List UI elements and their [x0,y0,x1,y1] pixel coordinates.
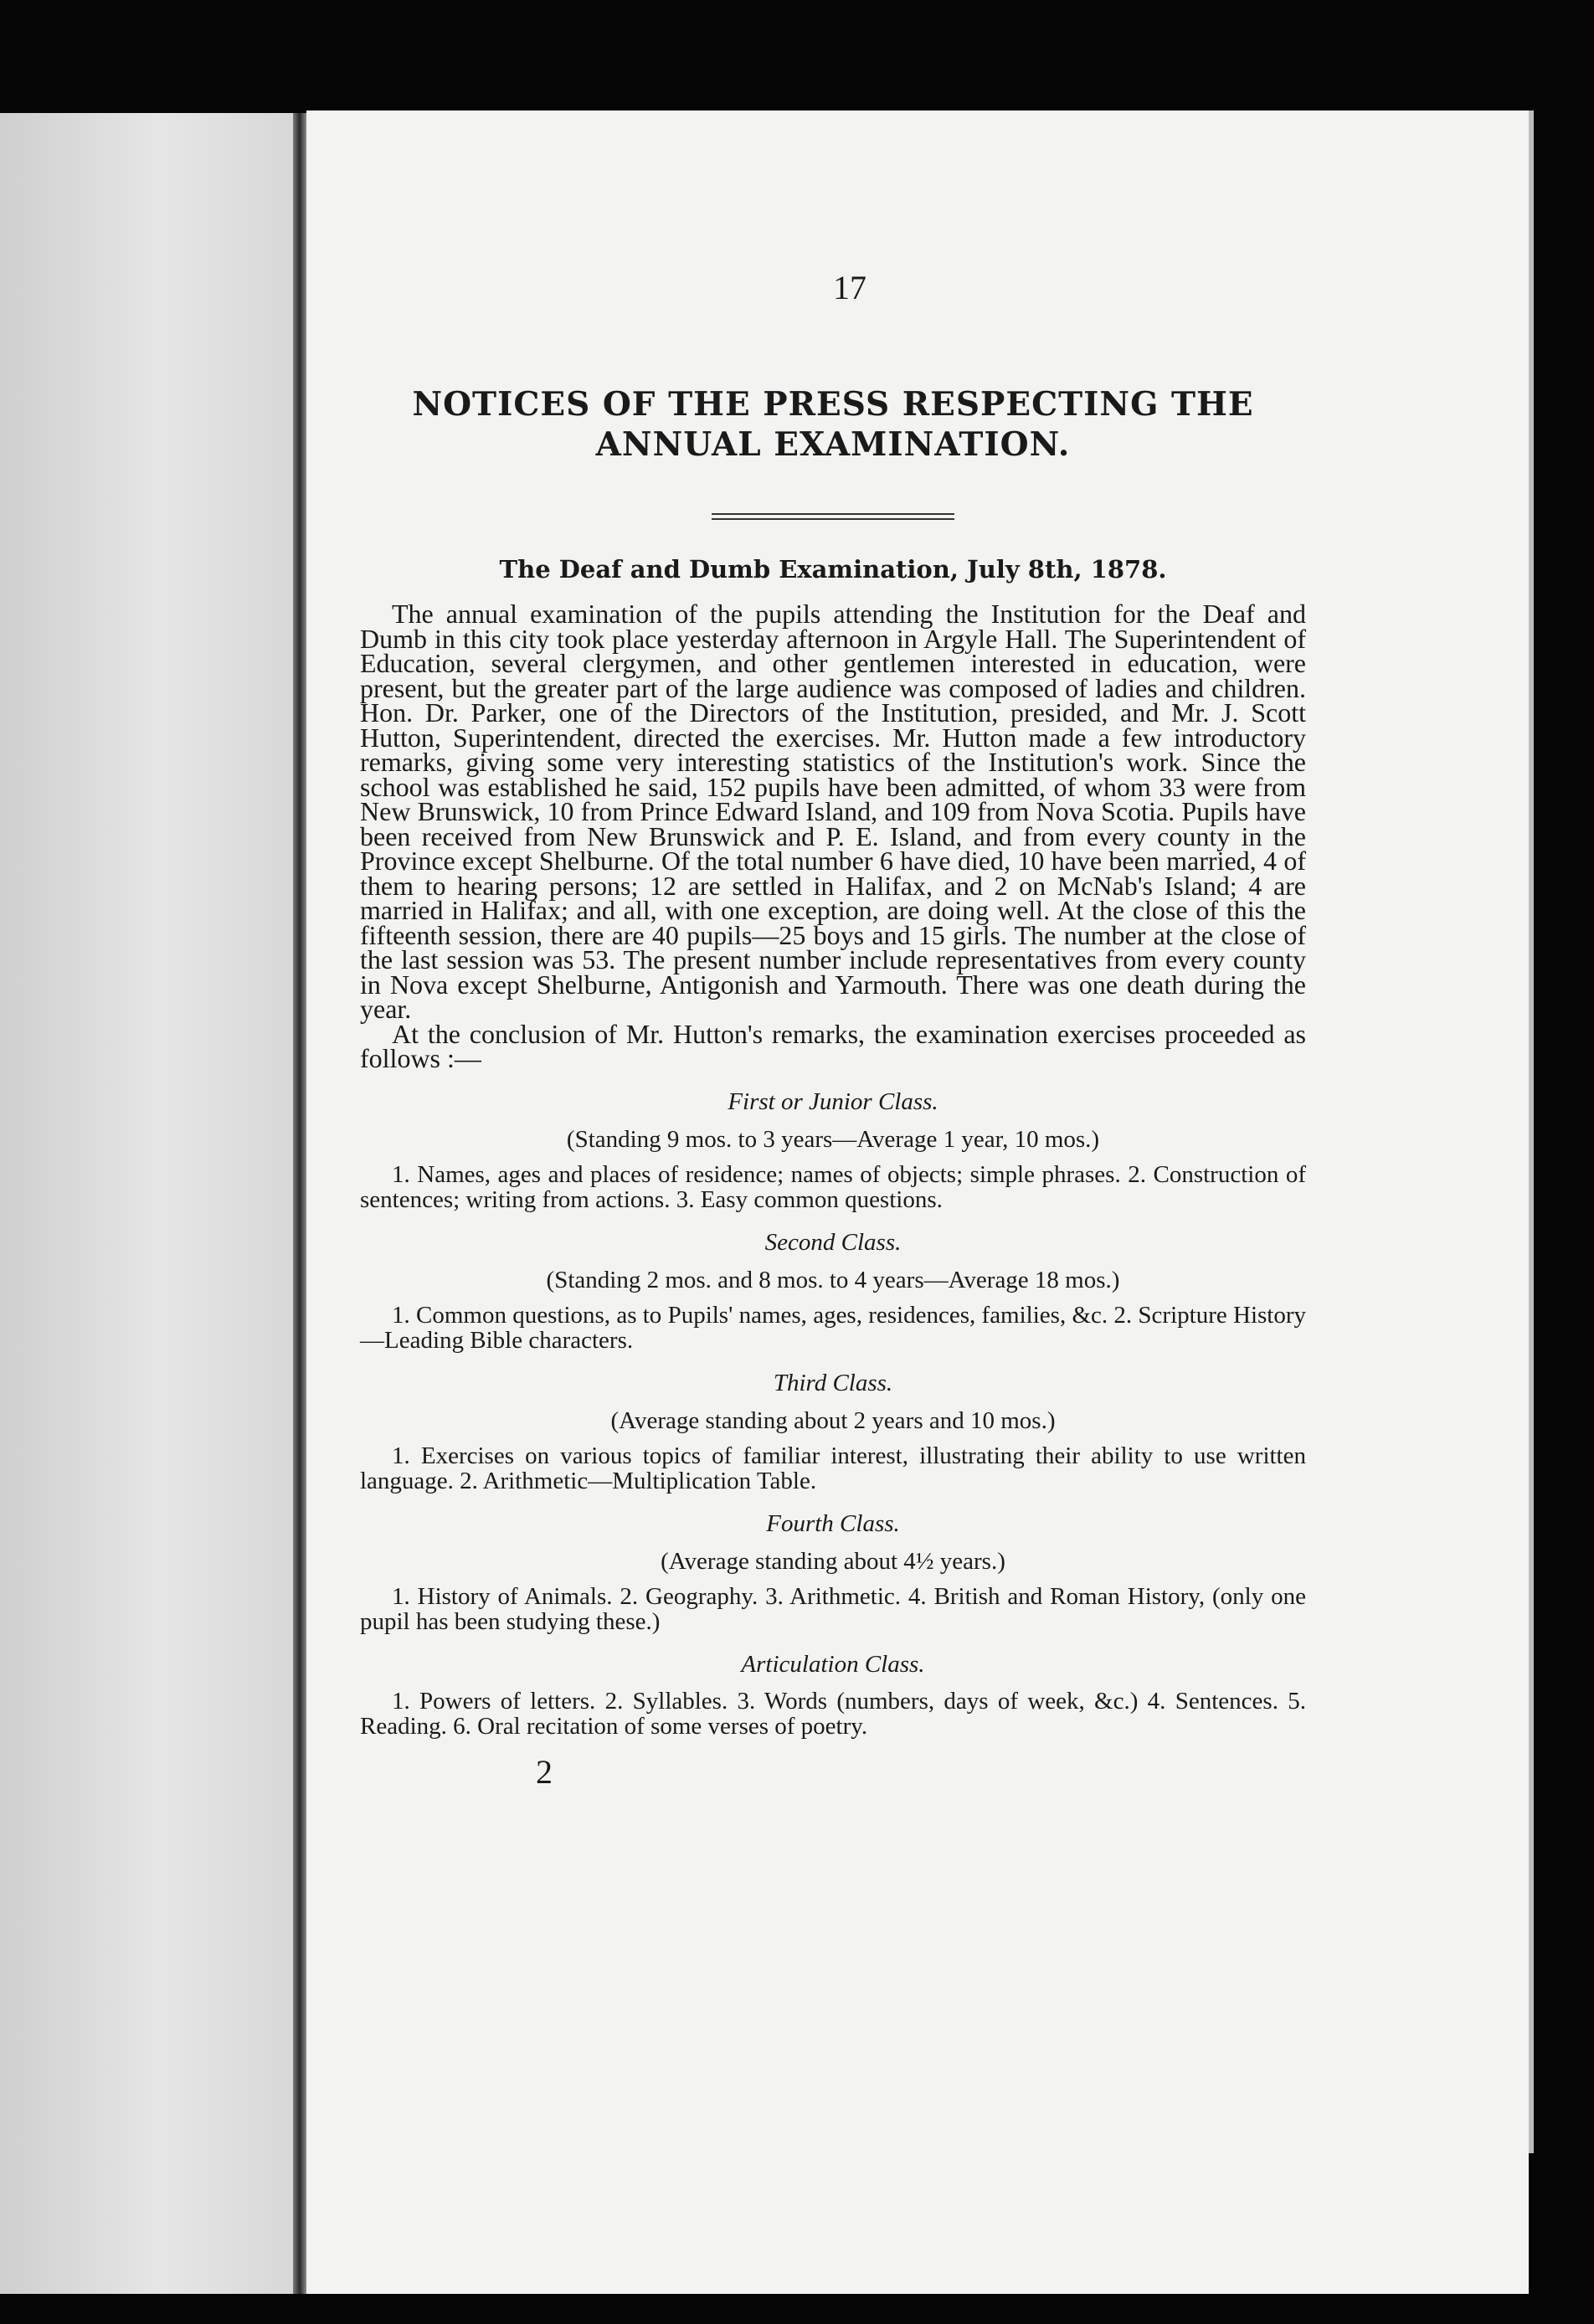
article-title: The Deaf and Dumb Examination, July 8th, 1878. [499,555,1167,584]
class-section-first [360,1088,1306,1212]
page-heading [360,384,1306,465]
class-standing: (Average standing about 2 years and 10 mos.) [610,1406,1056,1434]
class-section-second [360,1229,1306,1353]
class-title: Articulation Class. [741,1650,925,1678]
class-title: Fourth Class. [766,1509,900,1537]
page-content [360,268,1306,1792]
class-section-third [360,1370,1306,1494]
page-number: 17 [833,269,866,306]
class-items: 1. Exercises on various topics of familiar interest, illustrating their ability to use written language. 2. Arithmetic—Multiplication Table. [360,1442,1306,1494]
class-section-fourth [360,1510,1306,1634]
class-items: 1. Names, ages and places of residence; names of objects; simple phrases. 2. Construction of sentences; writing from actions. 3. Easy common questions. [360,1160,1306,1213]
heading-line-1: NOTICES OF THE PRESS RESPECTING THE [412,385,1254,424]
page-edge [1529,111,1534,2153]
class-section-articulation [360,1651,1306,1739]
class-standing: (Standing 2 mos. and 8 mos. to 4 years—Average 18 mos.) [546,1266,1120,1293]
left-page [0,113,293,2294]
class-standing: (Standing 9 mos. to 3 years—Average 1 year, 10 mos.) [566,1125,1100,1153]
class-title: Third Class. [773,1369,893,1396]
class-standing: (Average standing about 4½ years.) [661,1547,1005,1575]
double-rule-divider [712,513,954,520]
signature-mark: 2 [536,1752,553,1791]
body-paragraph-2: At the conclusion of Mr. Hutton's remarks, the examination exercises proceeded as follows :— [360,1018,1306,1073]
class-items: 1. Common questions, as to Pupils' names, ages, residences, families, &c. 2. Scripture History—Leading Bible characters. [360,1301,1306,1354]
class-items: 1. History of Animals. 2. Geography. 3. Arithmetic. 4. British and Roman History, (only one pupil has been studying these.) [360,1582,1306,1635]
body-paragraph-1: The annual examination of the pupils attending the Institution for the Deaf and Dumb in this city took place yesterday afternoon in Argyle Hall. The Superintendent of Education, several clergymen, and other gentlemen interested in education, were present, but the greater part of the large audience was composed of ladies and children. Hon. Dr. Parker, one of the Directors of the Institution, presided, and Mr. J. Scott Hutton, Superintendent, directed the exercises. Mr. Hutton made a few introductory remarks, giving some very interesting statistics of the Institution's work. Since the school was established he said, 152 pupils have been admitted, of whom 33 were from New Brunswick, 10 from Prince Edward Island, and 109 from Nova Scotia. Pupils have been received from New Brunswick and P. E. Island, and from every county in the Province except Shelburne. Of the total number 6 have died, 10 have been married, 4 of them to hearing persons; 12 are settled in Halifax, and 2 on McNab's Island; 4 are married in Halifax; and all, with one exception, are doing well. At the close of this the fifteenth session, there are 40 pupils—25 boys and 15 girls. The number at the close of the last session was 53. The present number include representatives from every county in Nova except Shelburne, Antigonish and Yarmouth. There was one death during the year. [360,599,1306,1024]
book-spine [293,113,306,2294]
class-items: 1. Powers of letters. 2. Syllables. 3. Words (numbers, days of week, &c.) 4. Sentences. 5. Reading. 6. Oral recitation of some verses of poetry. [360,1687,1306,1740]
class-title: Second Class. [764,1228,902,1256]
class-title: First or Junior Class. [728,1087,938,1115]
heading-line-2: ANNUAL EXAMINATION. [595,425,1071,464]
